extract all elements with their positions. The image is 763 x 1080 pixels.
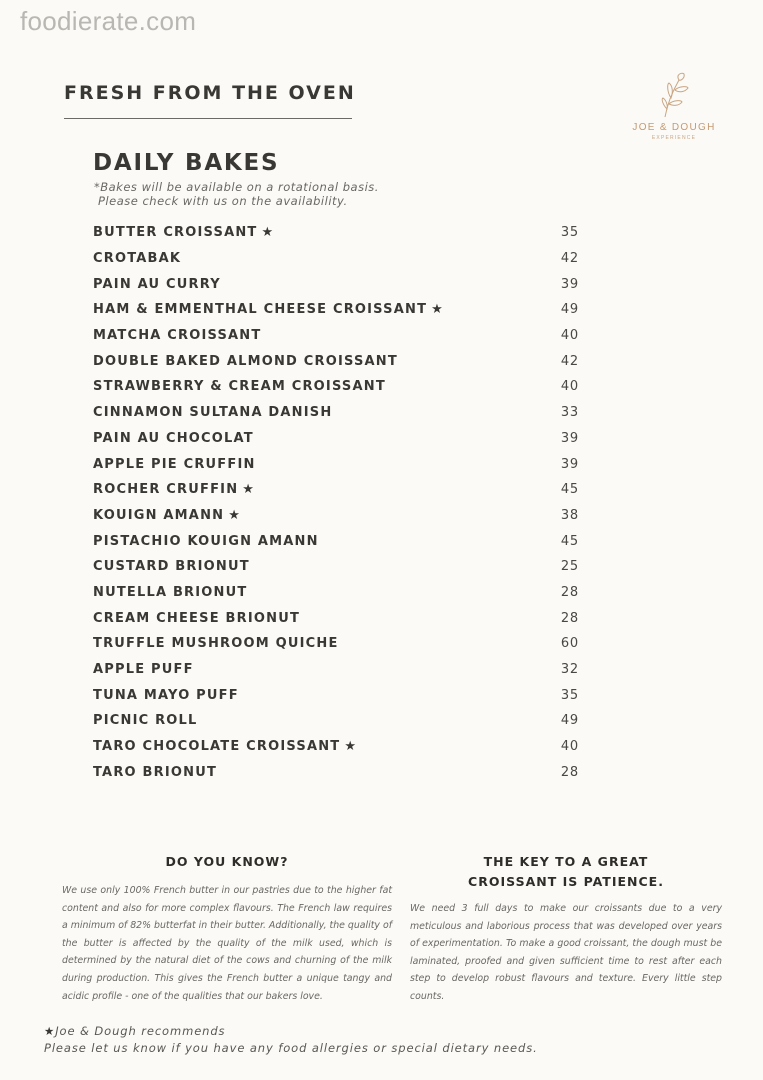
menu-item-name [93,225,274,240]
menu-item-label: NUTELLA BRIONUT [93,584,248,600]
menu-item-name [93,636,339,651]
availability-note [94,180,379,208]
menu-item-label: MATCHA CROISSANT [93,328,262,344]
menu-item-name [93,611,300,626]
patience-body: We need 3 full days to make our croissants due to a very meticulous and laborious process that was developed over years of experimentation. To make a good croissant, the dough must be laminated, proofed and given sufficient time to rest after each step to develop robust flavours and texture. Every little step counts. [410,903,722,1002]
menu-item [93,323,579,349]
menu-item-name [93,302,444,317]
menu-item-name [93,585,247,600]
recommends-text: Joe & Dough recommends [55,1024,226,1038]
menu-item-label: KOUIGN AMANN [93,507,225,523]
menu-item-name [93,713,198,728]
menu-item-name [93,559,250,574]
menu-item-price: 49 [560,302,579,318]
menu-item [93,631,579,657]
menu-item [93,657,579,683]
menu-item [93,605,579,631]
menu-item [93,348,579,374]
menu-item-label: APPLE PUFF [93,662,194,678]
patience-title [410,852,722,892]
menu-item-name [93,251,181,266]
menu-item-price: 39 [560,276,579,292]
menu-item [93,503,579,529]
did-you-know-title: DO YOU KNOW? [165,854,289,869]
menu-item-label: TUNA MAYO PUFF [93,687,239,703]
menu-item-price: 35 [560,687,579,703]
menu-item-price: 32 [560,662,579,678]
menu-item [93,759,579,785]
menu-item-name [93,277,221,292]
menu-item-price: 40 [560,739,579,755]
menu-item [93,297,579,323]
logo-subtitle: EXPERIENCE [651,135,697,141]
menu-item-label: STRAWBERRY & CREAM CROISSANT [93,379,386,395]
menu-item-price: 28 [560,610,579,626]
menu-item-label: TRUFFLE MUSHROOM QUICHE [93,636,339,652]
menu-item-price: 42 [560,353,579,369]
menu-item-price: 40 [560,379,579,395]
menu-item-price: 40 [560,328,579,344]
menu-item-label: CREAM CHEESE BRIONUT [93,610,301,626]
menu-item-price: 42 [560,251,579,267]
menu-item-price: 45 [560,482,579,498]
section-divider [64,118,352,119]
menu-item-price: 28 [560,584,579,600]
star-icon: ★ [228,507,242,523]
section-title: FRESH FROM THE OVEN [64,82,356,104]
menu-item-name [93,431,254,446]
menu-item-name [93,405,332,420]
availability-note-line-1: *Bakes will be available on a rotational basis. [94,180,379,194]
did-you-know-section [62,852,392,1005]
menu-item-price: 33 [560,405,579,421]
menu-item [93,708,579,734]
menu-item-label: PAIN AU CHOCOLAT [93,430,254,446]
availability-note-line-2: Please check with us on the availability. [98,194,348,208]
menu-item-price: 39 [560,430,579,446]
menu-item-label: PAIN AU CURRY [93,276,221,292]
menu-list [93,220,579,785]
menu-item-label: CROTABAK [93,251,182,267]
menu-item-price: 28 [560,764,579,780]
menu-item-name [93,328,261,343]
menu-item-price: 49 [560,713,579,729]
menu-item-label: ROCHER CRUFFIN [93,482,239,498]
menu-item-label: CINNAMON SULTANA DANISH [93,405,333,421]
menu-item-name [93,482,255,497]
menu-item-label: PICNIC ROLL [93,713,198,729]
menu-item-name [93,765,217,780]
menu-item-name [93,457,256,472]
menu-item-name [93,379,386,394]
logo-wordmark: JOE & DOUGH [632,122,716,133]
menu-item-price: 25 [560,559,579,575]
recommends-legend [44,1023,538,1040]
patience-title-line-2: CROISSANT IS PATIENCE. [468,874,664,889]
menu-item-label: BUTTER CROISSANT [93,225,258,241]
patience-section [410,852,722,1006]
menu-item [93,426,579,452]
menu-item-label: TARO CHOCOLATE CROISSANT [93,739,341,755]
menu-item-price: 35 [560,225,579,241]
menu-item [93,451,579,477]
brand-logo [628,72,720,152]
watermark: foodierate.com [20,6,197,36]
menu-item [93,734,579,760]
allergy-note: Please let us know if you have any food allergies or special dietary needs. [44,1041,538,1055]
menu-item-label: DOUBLE BAKED ALMOND CROISSANT [93,353,398,369]
menu-item [93,528,579,554]
menu-item-name [93,662,194,677]
menu-item [93,220,579,246]
menu-item-name [93,508,241,523]
menu-item [93,400,579,426]
star-icon: ★ [44,1024,56,1038]
menu-item-price: 45 [560,533,579,549]
patience-title-line-1: THE KEY TO A GREAT [483,854,649,869]
menu-item-label: TARO BRIONUT [93,764,218,780]
menu-item-label: PISTACHIO KOUIGN AMANN [93,533,319,549]
menu-item-name [93,739,357,754]
star-icon: ★ [261,225,275,241]
menu-item-price: 38 [560,507,579,523]
star-icon: ★ [431,302,444,318]
menu-item-price: 60 [560,636,579,652]
menu-item-name [93,688,239,703]
menu-item-name [93,354,398,369]
menu-item [93,477,579,503]
star-icon: ★ [344,739,358,755]
menu-item [93,682,579,708]
menu-item [93,271,579,297]
star-icon: ★ [242,482,256,498]
menu-item [93,374,579,400]
leaf-sprig-icon [657,72,691,118]
footer [44,1023,538,1057]
menu-item [93,580,579,606]
menu-item-label: CUSTARD BRIONUT [93,559,250,575]
daily-bakes-title: DAILY BAKES [93,150,280,176]
menu-item [93,554,579,580]
menu-item [93,246,579,272]
menu-item-label: APPLE PIE CRUFFIN [93,456,256,472]
did-you-know-body: We use only 100% French butter in our pastries due to the higher fat content and also for more complex flavours. The French law requires a minimum of 82% butterfat in their butter. Additionally, the quality of the butter is affected by the quality of the milk used, which is determined by the natural diet of the cows and churning of the milk during production. This gives the French butter a unique tangy and acidic profile - one of the qualities that our bakers love. [62,885,392,1002]
menu-item-label: HAM & EMMENTHAL CHEESE CROISSANT [93,302,428,318]
menu-item-name [93,534,319,549]
menu-item-price: 39 [560,456,579,472]
